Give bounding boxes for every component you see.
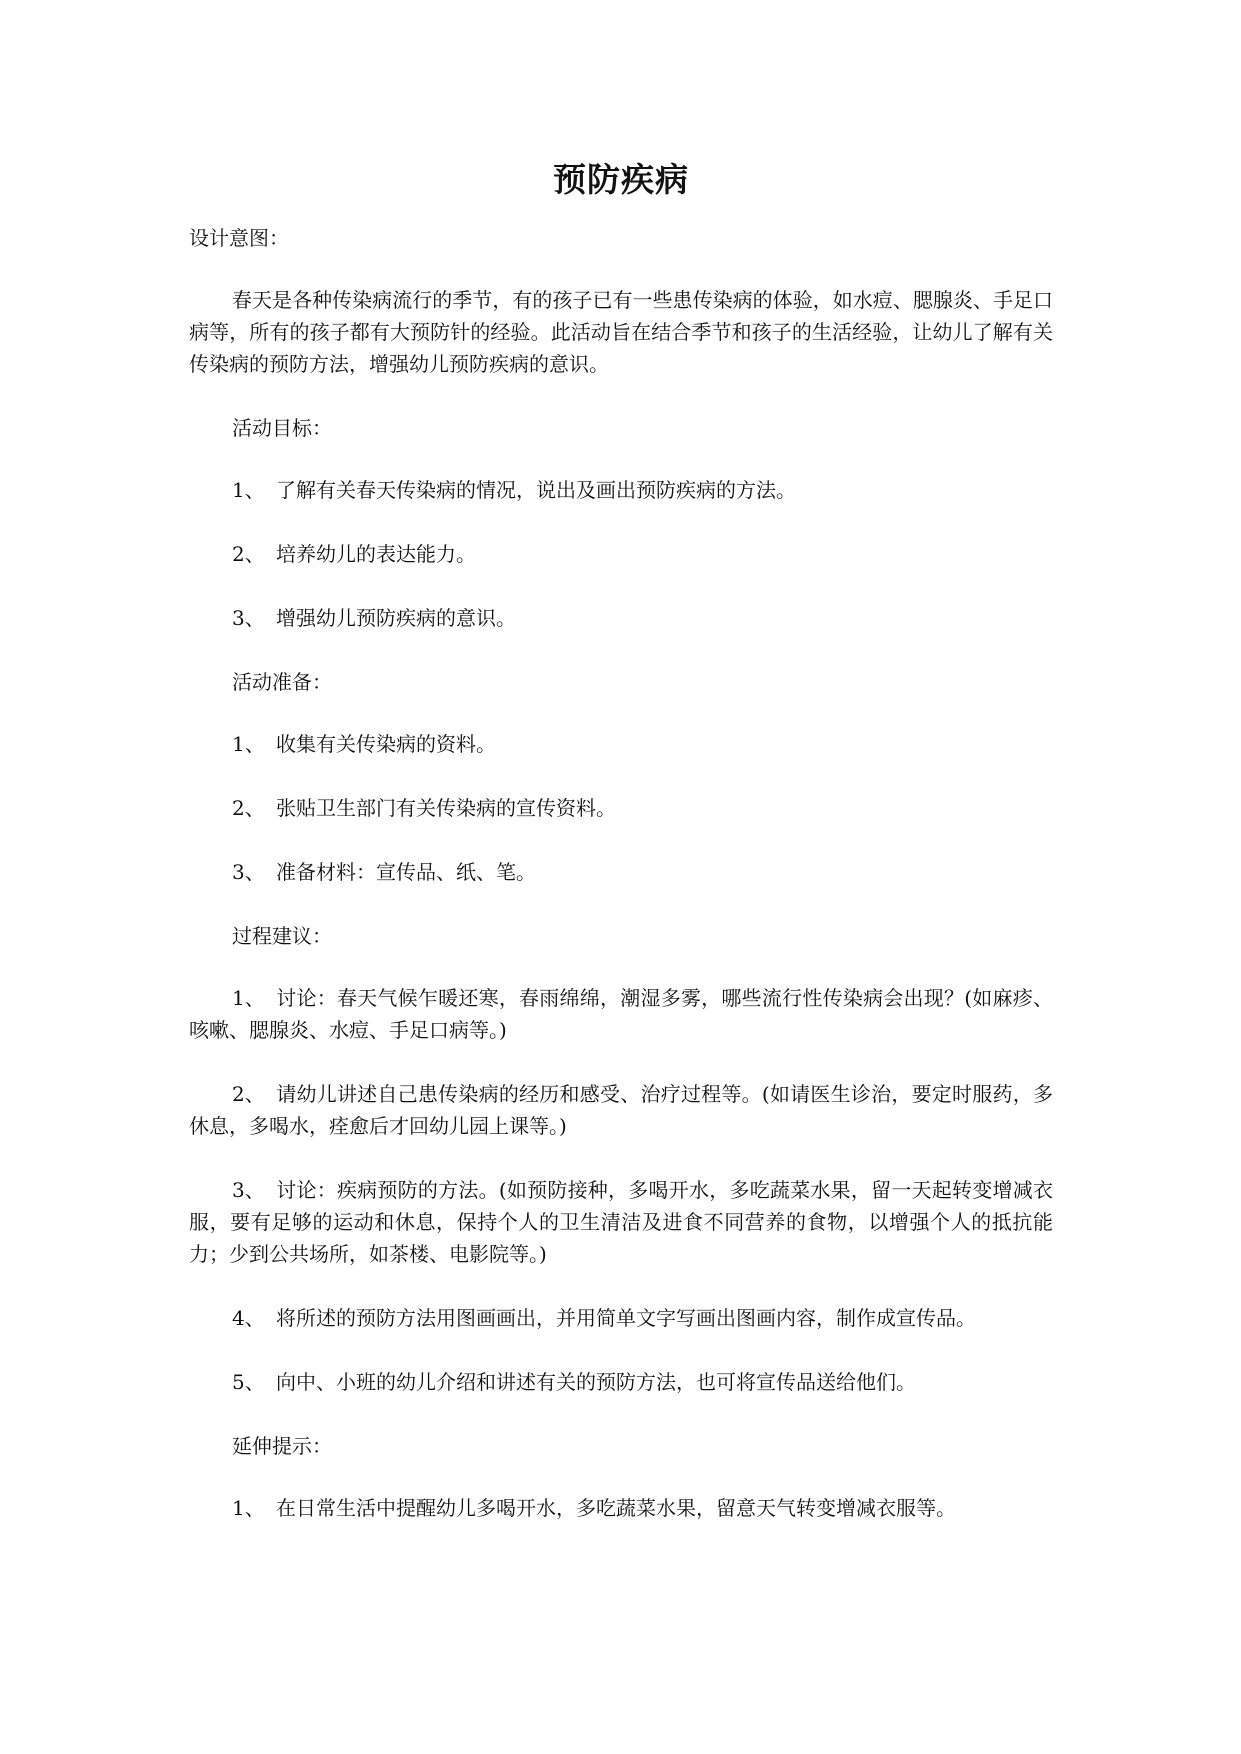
item-text: 在日常生活中提醒幼儿多喝开水，多吃蔬菜水果，留意天气转变增减衣服等。: [276, 1496, 956, 1520]
item-number: 1、: [232, 478, 265, 502]
item-text: 张贴卫生部门有关传染病的宣传资料。: [276, 796, 616, 820]
item-text: 讨论：疾病预防的方法。(如预防接种，多喝开水，多吃蔬菜水果，留一天起转变增减衣服，要有足够的运动和休息，保持个人的卫生清洁及进食不同营养的食物，以增强个人的抵抗能力；少到公共场所，如茶楼、电影院等。): [189, 1178, 1053, 1266]
item-text: 准备材料：宣传品、纸、笔。: [276, 860, 536, 884]
goal-item: [189, 474, 1053, 506]
item-number: 3、: [232, 606, 265, 630]
item-number: 1、: [232, 732, 265, 756]
preparation-label: 活动准备：: [232, 670, 332, 694]
extension-item: [189, 1492, 1053, 1524]
preparation-item: [189, 728, 1053, 760]
item-number: 2、: [232, 542, 265, 566]
item-text: 向中、小班的幼儿介绍和讲述有关的预防方法，也可将宣传品送给他们。: [276, 1370, 916, 1394]
item-text: 讨论：春天气候乍暖还寒，春雨绵绵，潮湿多雾，哪些流行性传染病会出现？(如麻疹、咳嗽、腮腺炎、水痘、手足口病等。): [189, 986, 1053, 1042]
item-text: 将所述的预防方法用图画画出，并用简单文字写画出图画内容，制作成宣传品。: [276, 1306, 976, 1330]
item-text: 请幼儿讲述自己患传染病的经历和感受、治疗过程等。(如请医生诊治，要定时服药，多休息，多喝水，痊愈后才回幼儿园上课等。): [189, 1082, 1053, 1138]
item-text: 了解有关春天传染病的情况，说出及画出预防疾病的方法。: [276, 478, 796, 502]
item-number: 3、: [232, 1178, 265, 1202]
design-intent-paragraph: 春天是各种传染病流行的季节，有的孩子已有一些患传染病的体验，如水痘、腮腺炎、手足口病等，所有的孩子都有大预防针的经验。此活动旨在结合季节和孩子的生活经验，让幼儿了解有关传染病的预防方法，增强幼儿预防疾病的意识。: [189, 288, 1053, 376]
process-item: [189, 982, 1053, 1046]
document-page: [189, 150, 1053, 1556]
process-item: [189, 1174, 1053, 1270]
item-number: 2、: [232, 796, 265, 820]
item-text: 收集有关传染病的资料。: [276, 732, 496, 756]
extension-label: 延伸提示：: [232, 1434, 332, 1458]
item-text: 培养幼儿的表达能力。: [276, 542, 476, 566]
page-title: 预防疾病: [553, 160, 689, 199]
goals-label: 活动目标：: [232, 416, 332, 440]
goal-item: [189, 538, 1053, 570]
process-item: [189, 1078, 1053, 1142]
design-intent-label: 设计意图：: [189, 226, 289, 250]
item-number: 5、: [232, 1370, 265, 1394]
item-text: 增强幼儿预防疾病的意识。: [276, 606, 516, 630]
item-number: 3、: [232, 860, 265, 884]
item-number: 1、: [232, 986, 265, 1010]
item-number: 4、: [232, 1306, 265, 1330]
goal-item: [189, 602, 1053, 634]
process-label: 过程建议：: [232, 924, 332, 948]
preparation-item: [189, 792, 1053, 824]
process-item: [189, 1366, 1053, 1398]
preparation-item: [189, 856, 1053, 888]
process-item: [189, 1302, 1053, 1334]
item-number: 2、: [232, 1082, 265, 1106]
item-number: 1、: [232, 1496, 265, 1520]
